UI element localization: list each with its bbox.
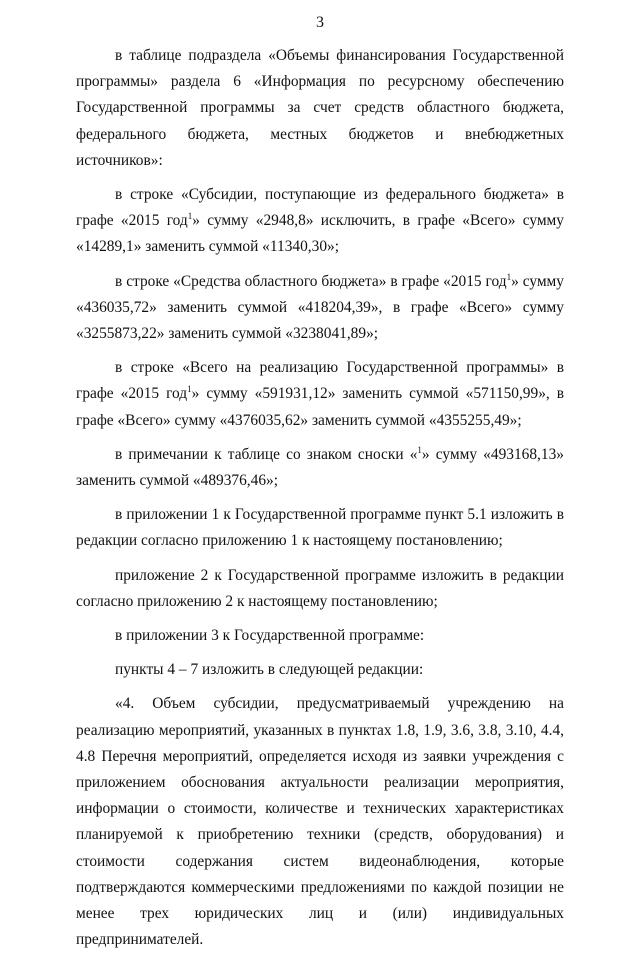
- footnote-mark: 1: [417, 444, 422, 455]
- paragraph-items-4-7: пункты 4 – 7 изложить в следующей редакции:: [115, 661, 424, 679]
- page-number: 3: [316, 14, 324, 31]
- paragraph-item-4: «4. Объем субсидии, предусматриваемый учреждению на реализацию мероприятий, указанных в пунктах 1.8, 1.9, 3.6, 3.8, 3.10, 4.4, 4.8 Перечня мероприятий, определяется исходя из заявки учреждения с приложением обоснования актуальности реализации мероприятия, информации о стоимости, количестве и технических характеристиках планируемой к приобретению техники (средств, оборудования) и стоимости содержания систем видеонаблюдения, которые подтверждаются коммерческими предложениями по каждой позиции не менее трех юридических лиц и (или) индивидуальных предпринимателей.: [76, 695, 564, 949]
- footnote-mark: 1: [506, 271, 512, 282]
- paragraph-total-program: в строке «Всего на реализацию Государственной программы» в графе «2015 год$^1$» сумму «591931,12» заменить суммой «571150,99», в графе «Всего» сумму «4376035,62» заменить суммой «4355255,49»;: [76, 359, 565, 429]
- paragraph-federal-subsidies: в строке «Субсидии, поступающие из федерального бюджета» в графе «2015 год$^1$» сумму «2948,8» исключить, в графе «Всего» сумму «14289,1» заменить суммой «11340,30»;: [76, 186, 564, 256]
- footnote-mark: 1: [187, 211, 193, 222]
- paragraph-table-note: в примечании к таблице со знаком сноски «$^1$» сумму «493168,13» заменить суммой «489376,46»;: [76, 444, 564, 490]
- paragraph-regional-budget: в строке «Средства областного бюджета» в графе «2015 год$^1$» сумму «436035,72» заменить суммой «418204,39», в графе «Всего» сумму «3255873,22» заменить суммой «3238041,89»;: [76, 271, 564, 343]
- paragraph-table-intro: в таблице подраздела «Объемы финансирования Государственной программы» раздела 6 «Информация по ресурсному обеспечению Государственной программы за счет средств областного бюджета, федерального бюджета, местных бюджетов и внебюджетных источников»:: [76, 47, 564, 169]
- document-body: [76, 43, 564, 954]
- footnote-mark: 1: [187, 384, 192, 395]
- paragraph-appendix-2: приложение 2 к Государственной программе изложить в редакции согласно приложению 2 к настоящему постановлению;: [76, 566, 564, 610]
- paragraph-appendix-3: в приложении 3 к Государственной программе:: [115, 627, 425, 645]
- paragraph-appendix-1: в приложении 1 к Государственной программе пункт 5.1 изложить в редакции согласно приложению 1 к настоящему постановлению;: [76, 506, 564, 550]
